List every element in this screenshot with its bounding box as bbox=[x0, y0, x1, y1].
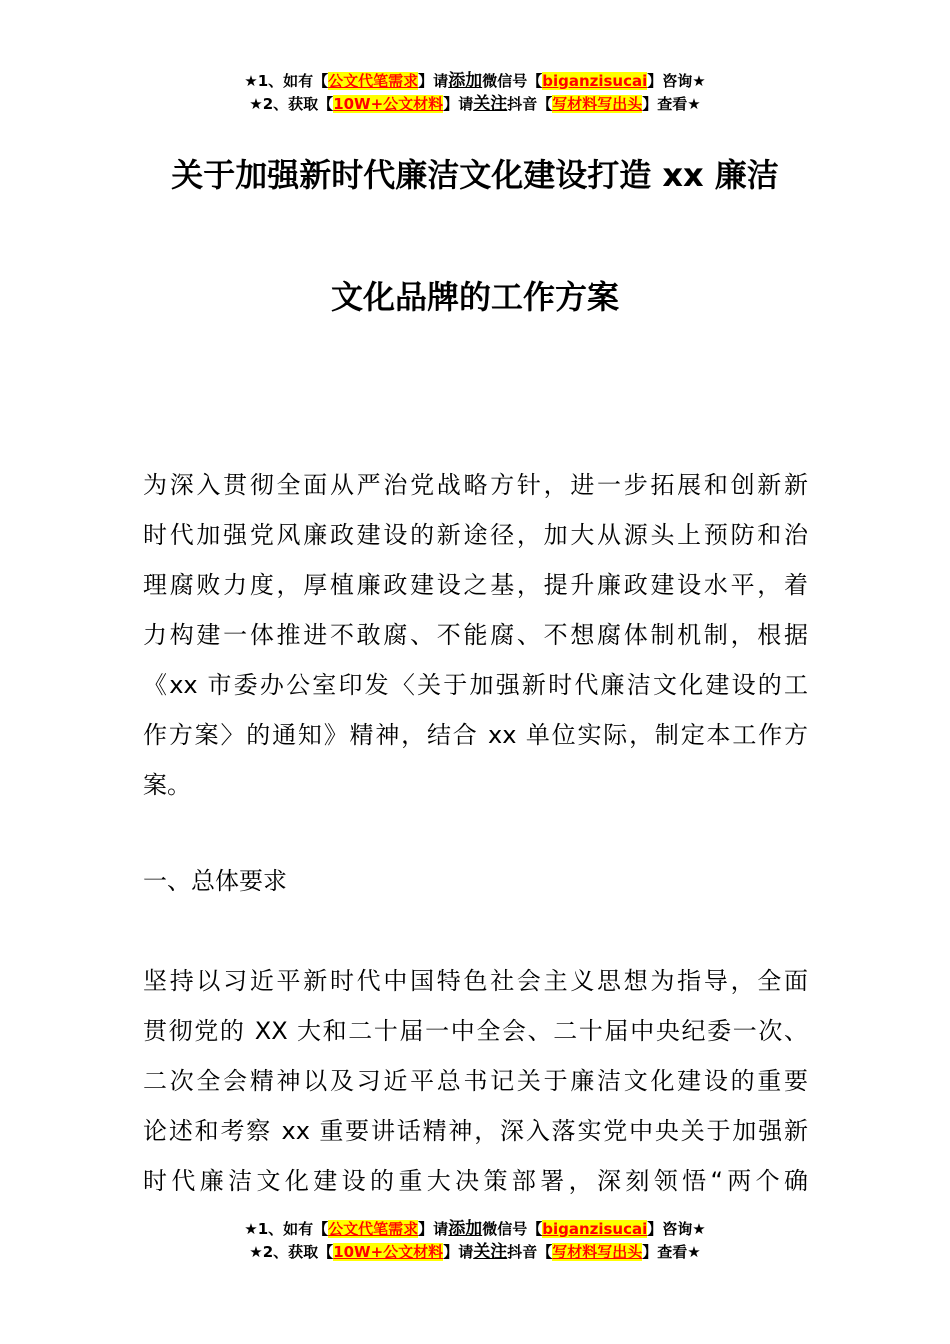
promo-highlight: 10W+公文材料 bbox=[333, 1243, 444, 1261]
paragraph-line: 二次全会精神以及习近平总书记关于廉洁文化建设的重要 bbox=[143, 1067, 808, 1095]
promo-underlined: 关注 bbox=[473, 94, 508, 114]
promo-text: 抖音【 bbox=[507, 95, 553, 113]
paragraph-line: 案。 bbox=[143, 771, 191, 799]
promo-text: ★2、获取【 bbox=[249, 1243, 334, 1261]
promo-text: 微信号【 bbox=[482, 72, 543, 90]
promo-text: 】请 bbox=[418, 1220, 449, 1238]
paragraph-line: 理腐败力度，厚植廉政建设之基，提升廉政建设水平，着 bbox=[143, 571, 808, 599]
promo-line-1 bbox=[0, 70, 950, 93]
document-title-line-1: 关于加强新时代廉洁文化建设打造 xx 廉洁 bbox=[171, 156, 779, 194]
promo-highlight-wechat: biganzisucai bbox=[542, 1220, 648, 1238]
promo-text: 】咨询★ bbox=[647, 1220, 706, 1238]
paragraph-line: 坚持以习近平新时代中国特色社会主义思想为指导，全面 bbox=[143, 967, 808, 995]
promo-text: 】请 bbox=[443, 95, 474, 113]
promo-text: 抖音【 bbox=[507, 1243, 553, 1261]
promo-text: ★2、获取【 bbox=[249, 95, 334, 113]
promo-line-1 bbox=[0, 1218, 950, 1241]
promo-text: 微信号【 bbox=[482, 1220, 543, 1238]
promo-text: 】查看★ bbox=[642, 1243, 701, 1261]
promo-highlight: 公文代笔需求 bbox=[328, 1220, 419, 1238]
promo-highlight-douyin: 写材料写出头 bbox=[552, 1243, 643, 1261]
promo-underlined: 关注 bbox=[473, 1242, 508, 1262]
promo-text: 】请 bbox=[443, 1243, 474, 1261]
promo-highlight: 公文代笔需求 bbox=[328, 72, 419, 90]
promo-text: 】咨询★ bbox=[647, 72, 706, 90]
promo-underlined: 添加 bbox=[448, 71, 483, 91]
promo-highlight: 10W+公文材料 bbox=[333, 95, 444, 113]
promo-line-2 bbox=[0, 1241, 950, 1264]
paragraph-line: 力构建一体推进不敢腐、不能腐、不想腐体制机制，根据 bbox=[143, 621, 808, 649]
section-heading bbox=[143, 856, 808, 906]
promo-banner-bottom bbox=[0, 1218, 950, 1264]
requirements-paragraph bbox=[143, 956, 808, 1206]
intro-paragraph bbox=[143, 460, 808, 810]
promo-text: ★1、如有【 bbox=[244, 72, 329, 90]
promo-highlight-wechat: biganzisucai bbox=[542, 72, 648, 90]
section-heading-text: 一、总体要求 bbox=[143, 867, 287, 895]
paragraph-line: 时代廉洁文化建设的重大决策部署，深刻领悟“两个确 bbox=[143, 1167, 808, 1195]
document-title-line-2: 文化品牌的工作方案 bbox=[330, 278, 619, 316]
paragraph-line: 论述和考察 xx 重要讲话精神，深入落实党中央关于加强新 bbox=[143, 1117, 808, 1145]
promo-underlined: 添加 bbox=[448, 1219, 483, 1239]
promo-text: 】请 bbox=[418, 72, 449, 90]
paragraph-line: 贯彻党的 XX 大和二十届一中全会、二十届中央纪委一次、 bbox=[143, 1017, 808, 1045]
promo-line-2 bbox=[0, 93, 950, 116]
promo-text: 】查看★ bbox=[642, 95, 701, 113]
promo-text: ★1、如有【 bbox=[244, 1220, 329, 1238]
promo-highlight-douyin: 写材料写出头 bbox=[552, 95, 643, 113]
paragraph-line: 时代加强党风廉政建设的新途径，加大从源头上预防和治 bbox=[143, 521, 808, 549]
paragraph-line: 为深入贯彻全面从严治党战略方针，进一步拓展和创新新 bbox=[143, 471, 808, 499]
paragraph-line: 《xx 市委办公室印发〈关于加强新时代廉洁文化建设的工 bbox=[143, 671, 808, 699]
paragraph-line: 作方案〉的通知》精神，结合 xx 单位实际，制定本工作方 bbox=[143, 721, 808, 749]
promo-banner-top bbox=[0, 70, 950, 116]
